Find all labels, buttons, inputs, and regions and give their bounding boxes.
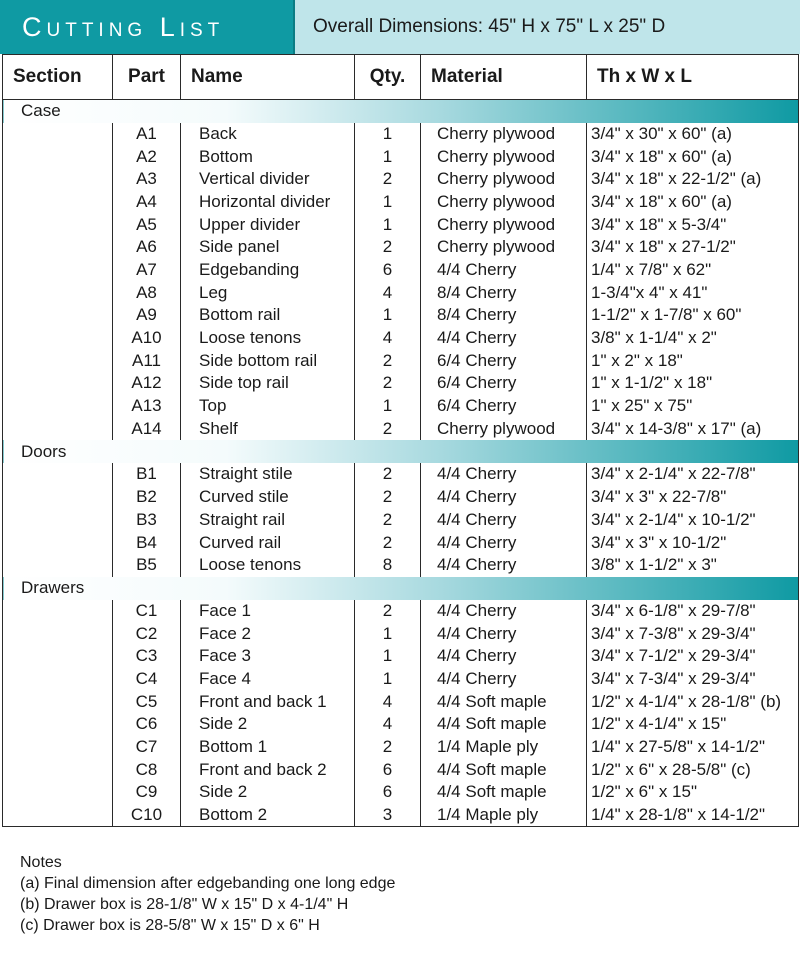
qty-cell: 4 xyxy=(355,327,421,350)
part-cell: C8 xyxy=(113,758,181,781)
name-cell: Front and back 1 xyxy=(181,690,355,713)
section-cell xyxy=(3,259,113,282)
name-cell: Bottom 2 xyxy=(181,804,355,827)
part-cell: A6 xyxy=(113,236,181,259)
material-cell: Cherry plywood xyxy=(421,145,587,168)
qty-cell: 2 xyxy=(355,531,421,554)
name-cell: Upper divider xyxy=(181,213,355,236)
material-cell: Cherry plywood xyxy=(421,123,587,146)
material-cell: 4/4 Soft maple xyxy=(421,690,587,713)
table-row xyxy=(3,191,799,214)
qty-cell: 6 xyxy=(355,758,421,781)
section-cell xyxy=(3,349,113,372)
notes xyxy=(20,852,395,936)
name-cell: Side bottom rail xyxy=(181,349,355,372)
dimensions-cell: 3/8" x 1-1/2" x 3" xyxy=(587,554,799,577)
part-cell: A3 xyxy=(113,168,181,191)
section-cell xyxy=(3,486,113,509)
section-cell xyxy=(3,236,113,259)
section-cell xyxy=(3,758,113,781)
section-row-drawers xyxy=(3,577,799,600)
qty-cell: 2 xyxy=(355,349,421,372)
table-row xyxy=(3,372,799,395)
material-cell: 6/4 Cherry xyxy=(421,395,587,418)
note-a: (a) Final dimension after edgebanding one long edge xyxy=(20,875,396,892)
name-cell: Leg xyxy=(181,281,355,304)
section-cell xyxy=(3,668,113,691)
part-cell: C7 xyxy=(113,736,181,759)
dimensions-cell: 1" x 25" x 75" xyxy=(587,395,799,418)
part-cell: A10 xyxy=(113,327,181,350)
page-title: Cutting List xyxy=(0,0,293,54)
part-cell: A5 xyxy=(113,213,181,236)
name-cell: Side 2 xyxy=(181,713,355,736)
qty-cell: 3 xyxy=(355,804,421,827)
table-row xyxy=(3,736,799,759)
section-cell xyxy=(3,213,113,236)
material-cell: Cherry plywood xyxy=(421,236,587,259)
dimensions-cell: 3/4" x 3" x 22-7/8" xyxy=(587,486,799,509)
qty-cell: 1 xyxy=(355,304,421,327)
section-row-doors xyxy=(3,440,799,463)
dimensions-cell: 3/4" x 18" x 22-1/2" (a) xyxy=(587,168,799,191)
dimensions-cell: 1" x 2" x 18" xyxy=(587,349,799,372)
part-cell: A7 xyxy=(113,259,181,282)
table-row xyxy=(3,281,799,304)
dimensions-cell: 1-3/4"x 4" x 41" xyxy=(587,281,799,304)
material-cell: 4/4 Soft maple xyxy=(421,781,587,804)
dimensions-cell: 3/4" x 18" x 60" (a) xyxy=(587,145,799,168)
table-row xyxy=(3,486,799,509)
table-row xyxy=(3,509,799,532)
name-cell: Face 1 xyxy=(181,600,355,623)
qty-cell: 1 xyxy=(355,668,421,691)
material-cell: 8/4 Cherry xyxy=(421,304,587,327)
dimensions-cell: 3/4" x 3" x 10-1/2" xyxy=(587,531,799,554)
dimensions-cell: 3/4" x 2-1/4" x 10-1/2" xyxy=(587,509,799,532)
part-cell: C3 xyxy=(113,645,181,668)
qty-cell: 1 xyxy=(355,395,421,418)
name-cell: Face 3 xyxy=(181,645,355,668)
section-cell xyxy=(3,509,113,532)
qty-cell: 8 xyxy=(355,554,421,577)
material-cell: 4/4 Cherry xyxy=(421,531,587,554)
section-cell xyxy=(3,123,113,146)
name-cell: Side panel xyxy=(181,236,355,259)
dimensions-cell: 1/2" x 4-1/4" x 15" xyxy=(587,713,799,736)
material-cell: 4/4 Soft maple xyxy=(421,758,587,781)
material-cell: Cherry plywood xyxy=(421,168,587,191)
table-row xyxy=(3,690,799,713)
section-cell xyxy=(3,191,113,214)
part-cell: C6 xyxy=(113,713,181,736)
qty-cell: 2 xyxy=(355,168,421,191)
material-cell: 4/4 Cherry xyxy=(421,645,587,668)
name-cell: Straight stile xyxy=(181,463,355,486)
part-cell: B4 xyxy=(113,531,181,554)
section-label: Doors xyxy=(3,440,799,463)
table-row xyxy=(3,531,799,554)
table-row xyxy=(3,213,799,236)
table-row xyxy=(3,463,799,486)
material-cell: 4/4 Cherry xyxy=(421,668,587,691)
qty-cell: 6 xyxy=(355,259,421,282)
material-cell: 4/4 Cherry xyxy=(421,622,587,645)
dimensions-cell: 3/4" x 18" x 27-1/2" xyxy=(587,236,799,259)
name-cell: Bottom rail xyxy=(181,304,355,327)
part-cell: A9 xyxy=(113,304,181,327)
qty-cell: 4 xyxy=(355,281,421,304)
dimensions-cell: 1" x 1-1/2" x 18" xyxy=(587,372,799,395)
section-label: Drawers xyxy=(3,577,799,600)
notes-heading: Notes xyxy=(20,854,62,871)
dimensions-cell: 1/4" x 27-5/8" x 14-1/2" xyxy=(587,736,799,759)
header xyxy=(0,0,800,54)
part-cell: A13 xyxy=(113,395,181,418)
part-cell: B2 xyxy=(113,486,181,509)
qty-cell: 1 xyxy=(355,191,421,214)
dimensions-cell: 3/4" x 7-1/2" x 29-3/4" xyxy=(587,645,799,668)
table-row xyxy=(3,417,799,440)
table-row xyxy=(3,668,799,691)
table-row xyxy=(3,781,799,804)
material-cell: 4/4 Cherry xyxy=(421,463,587,486)
section-cell xyxy=(3,554,113,577)
name-cell: Vertical divider xyxy=(181,168,355,191)
table-header-row xyxy=(3,55,799,100)
dimensions-cell: 1/4" x 7/8" x 62" xyxy=(587,259,799,282)
part-cell: C2 xyxy=(113,622,181,645)
name-cell: Top xyxy=(181,395,355,418)
material-cell: 4/4 Cherry xyxy=(421,509,587,532)
qty-cell: 1 xyxy=(355,213,421,236)
part-cell: C5 xyxy=(113,690,181,713)
section-cell xyxy=(3,417,113,440)
name-cell: Curved stile xyxy=(181,486,355,509)
qty-cell: 6 xyxy=(355,781,421,804)
dimensions-cell: 3/4" x 18" x 60" (a) xyxy=(587,191,799,214)
name-cell: Front and back 2 xyxy=(181,758,355,781)
material-cell: 6/4 Cherry xyxy=(421,372,587,395)
part-cell: B5 xyxy=(113,554,181,577)
section-cell xyxy=(3,713,113,736)
name-cell: Side 2 xyxy=(181,781,355,804)
name-cell: Straight rail xyxy=(181,509,355,532)
material-cell: Cherry plywood xyxy=(421,213,587,236)
section-cell xyxy=(3,622,113,645)
section-cell xyxy=(3,690,113,713)
material-cell: 4/4 Cherry xyxy=(421,259,587,282)
part-cell: C1 xyxy=(113,600,181,623)
table-row xyxy=(3,236,799,259)
section-cell xyxy=(3,645,113,668)
dimensions-cell: 3/4" x 18" x 5-3/4" xyxy=(587,213,799,236)
part-cell: A2 xyxy=(113,145,181,168)
dimensions-cell: 3/4" x 6-1/8" x 29-7/8" xyxy=(587,600,799,623)
name-cell: Face 4 xyxy=(181,668,355,691)
part-cell: A4 xyxy=(113,191,181,214)
qty-cell: 4 xyxy=(355,713,421,736)
table-row xyxy=(3,554,799,577)
table-row xyxy=(3,804,799,827)
part-cell: C4 xyxy=(113,668,181,691)
section-cell xyxy=(3,463,113,486)
section-cell xyxy=(3,145,113,168)
section-cell xyxy=(3,804,113,827)
qty-cell: 1 xyxy=(355,622,421,645)
dimensions-cell: 3/8" x 1-1/4" x 2" xyxy=(587,327,799,350)
column-header-dimensions: Th x W x L xyxy=(587,55,799,100)
section-cell xyxy=(3,304,113,327)
material-cell: 4/4 Cherry xyxy=(421,554,587,577)
material-cell: Cherry plywood xyxy=(421,191,587,214)
name-cell: Bottom 1 xyxy=(181,736,355,759)
part-cell: C9 xyxy=(113,781,181,804)
material-cell: 6/4 Cherry xyxy=(421,349,587,372)
note-c: (c) Drawer box is 28-5/8" W x 15" D x 6" H xyxy=(20,917,320,934)
column-header-section: Section xyxy=(3,55,113,100)
section-cell xyxy=(3,168,113,191)
qty-cell: 2 xyxy=(355,236,421,259)
material-cell: 4/4 Soft maple xyxy=(421,713,587,736)
part-cell: C10 xyxy=(113,804,181,827)
section-row-case xyxy=(3,100,799,123)
part-cell: B3 xyxy=(113,509,181,532)
table-row xyxy=(3,145,799,168)
section-cell xyxy=(3,327,113,350)
name-cell: Edgebanding xyxy=(181,259,355,282)
section-cell xyxy=(3,531,113,554)
dimensions-cell: 1/2" x 6" x 15" xyxy=(587,781,799,804)
material-cell: 8/4 Cherry xyxy=(421,281,587,304)
material-cell: Cherry plywood xyxy=(421,417,587,440)
table-row xyxy=(3,395,799,418)
table-row xyxy=(3,758,799,781)
note-b: (b) Drawer box is 28-1/8" W x 15" D x 4-1/4" H xyxy=(20,896,349,913)
cutting-list-table xyxy=(2,54,799,827)
column-header-qty: Qty. xyxy=(355,55,421,100)
table-row xyxy=(3,259,799,282)
table-row xyxy=(3,349,799,372)
name-cell: Shelf xyxy=(181,417,355,440)
part-cell: A1 xyxy=(113,123,181,146)
dimensions-cell: 3/4" x 14-3/8" x 17" (a) xyxy=(587,417,799,440)
name-cell: Face 2 xyxy=(181,622,355,645)
table-row xyxy=(3,123,799,146)
dimensions-cell: 1-1/2" x 1-7/8" x 60" xyxy=(587,304,799,327)
part-cell: A11 xyxy=(113,349,181,372)
qty-cell: 1 xyxy=(355,645,421,668)
qty-cell: 2 xyxy=(355,372,421,395)
table-row xyxy=(3,600,799,623)
name-cell: Curved rail xyxy=(181,531,355,554)
table-row xyxy=(3,168,799,191)
material-cell: 1/4 Maple ply xyxy=(421,736,587,759)
table-row xyxy=(3,645,799,668)
qty-cell: 2 xyxy=(355,509,421,532)
name-cell: Horizontal divider xyxy=(181,191,355,214)
section-cell xyxy=(3,372,113,395)
dimensions-cell: 3/4" x 30" x 60" (a) xyxy=(587,123,799,146)
section-label: Case xyxy=(3,100,799,123)
dimensions-cell: 1/2" x 6" x 28-5/8" (c) xyxy=(587,758,799,781)
part-cell: A12 xyxy=(113,372,181,395)
table-row xyxy=(3,713,799,736)
dimensions-cell: 3/4" x 7-3/8" x 29-3/4" xyxy=(587,622,799,645)
dimensions-cell: 1/2" x 4-1/4" x 28-1/8" (b) xyxy=(587,690,799,713)
dimensions-cell: 3/4" x 7-3/4" x 29-3/4" xyxy=(587,668,799,691)
table-row xyxy=(3,622,799,645)
qty-cell: 1 xyxy=(355,145,421,168)
qty-cell: 2 xyxy=(355,736,421,759)
overall-dimensions: Overall Dimensions: 45" H x 75" L x 25" D xyxy=(293,0,800,54)
section-cell xyxy=(3,736,113,759)
dimensions-cell: 1/4" x 28-1/8" x 14-1/2" xyxy=(587,804,799,827)
column-header-name: Name xyxy=(181,55,355,100)
name-cell: Loose tenons xyxy=(181,327,355,350)
name-cell: Side top rail xyxy=(181,372,355,395)
part-cell: A14 xyxy=(113,417,181,440)
qty-cell: 1 xyxy=(355,123,421,146)
name-cell: Loose tenons xyxy=(181,554,355,577)
section-cell xyxy=(3,781,113,804)
name-cell: Bottom xyxy=(181,145,355,168)
qty-cell: 4 xyxy=(355,690,421,713)
table-row xyxy=(3,304,799,327)
part-cell: A8 xyxy=(113,281,181,304)
section-cell xyxy=(3,395,113,418)
qty-cell: 2 xyxy=(355,600,421,623)
column-header-material: Material xyxy=(421,55,587,100)
material-cell: 4/4 Cherry xyxy=(421,486,587,509)
material-cell: 4/4 Cherry xyxy=(421,327,587,350)
dimensions-cell: 3/4" x 2-1/4" x 22-7/8" xyxy=(587,463,799,486)
name-cell: Back xyxy=(181,123,355,146)
part-cell: B1 xyxy=(113,463,181,486)
section-cell xyxy=(3,600,113,623)
section-cell xyxy=(3,281,113,304)
qty-cell: 2 xyxy=(355,486,421,509)
column-header-part: Part xyxy=(113,55,181,100)
material-cell: 1/4 Maple ply xyxy=(421,804,587,827)
table-row xyxy=(3,327,799,350)
qty-cell: 2 xyxy=(355,417,421,440)
qty-cell: 2 xyxy=(355,463,421,486)
material-cell: 4/4 Cherry xyxy=(421,600,587,623)
